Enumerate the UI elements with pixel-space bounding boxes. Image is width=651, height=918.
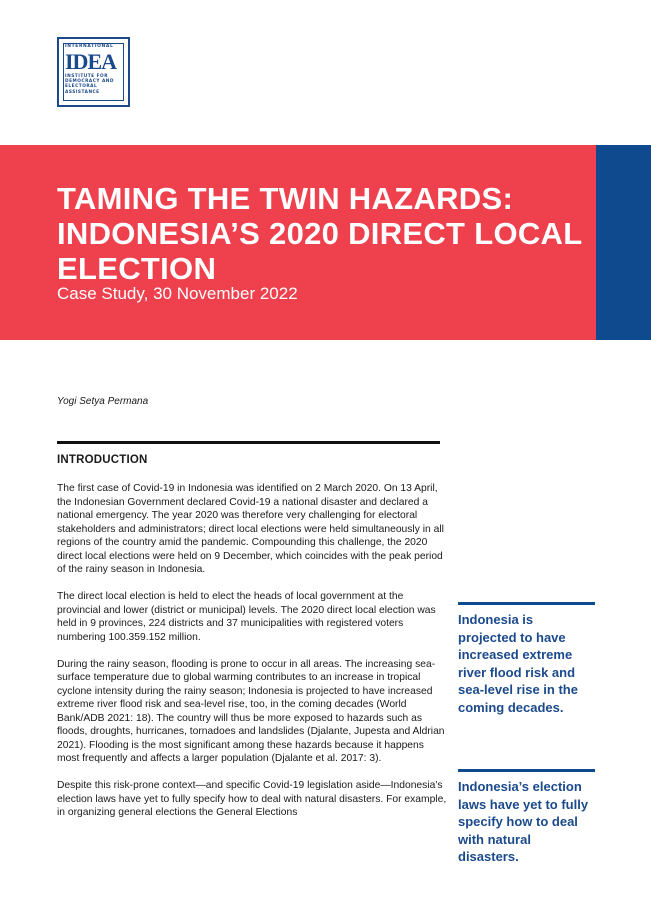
banner-accent	[596, 145, 651, 340]
section-divider	[57, 441, 440, 444]
logo-top-line: INTERNATIONAL	[65, 44, 114, 49]
pull-quote-text: Indonesia’s election laws have yet to fully specify how to deal with natural disasters.	[458, 779, 589, 864]
paragraph: During the rainy season, flooding is prone to occur in all areas. The increasing sea-surface temperature due to global warming contributes to an increase in tropical cyclone intensity during the rainy season; Indonesia is projected to have increased extreme river flood risk and sea-level rise, too, in the coming decades (World Bank/ADB 2021: 18). The country will thus be more exposed to hazards such as floods, droughts, hurricanes, tornadoes and landslides (Djalante, Jupesta and Aldrian 2021). Flooding is the most significant among these hazards because it happens most frequently and affects a larger population (Djalante et al. 2017: 3).	[57, 658, 445, 764]
pull-quote	[458, 769, 595, 866]
pull-quote	[458, 602, 595, 716]
paragraph: The first case of Covid-19 in Indonesia was identified on 2 March 2020. On 13 April, the Indonesian Government declared Covid-19 a national disaster and declared a national emergency. The year 2020 was therefore very challenging for electoral stakeholders and administrators; direct local elections were held simultaneously in all regions of the country amid the pandemic. Compounding this challenge, the 2020 direct local elections were held on 9 December, which coincides with the peak period of the rainy season in Indonesia.	[57, 483, 444, 575]
section-heading: INTRODUCTION	[57, 454, 148, 466]
page-subtitle: Case Study, 30 November 2022	[57, 284, 298, 303]
body-text	[57, 482, 447, 833]
paragraph: The direct local election is held to elect the heads of local government at the provincial and lower (district or municipal) levels. The 2020 direct local election was held in 9 provinces, 224 districts and 37 municipalities with registered voters numbering 100.359.152 million.	[57, 591, 436, 643]
paragraph: Despite this risk-prone context—and specific Covid-19 legislation aside—Indonesia’s election laws have yet to fully specify how to deal with natural disasters. For example, in organizing general elections the General Elections	[57, 780, 447, 818]
page-title: TAMING THE TWIN HAZARDS: INDONESIA’S 2020 DIRECT LOCAL ELECTION	[57, 181, 583, 286]
author-name: Yogi Setya Permana	[57, 396, 149, 407]
logo-subtext: INSTITUTE FOR DEMOCRACY AND ELECTORAL ASSISTANCE	[65, 74, 114, 95]
idea-logo	[57, 37, 130, 107]
logo-mark: IDEA	[65, 49, 117, 74]
pull-quote-text: Indonesia is projected to have increased extreme river flood risk and sea-level rise in the coming decades.	[458, 612, 578, 715]
